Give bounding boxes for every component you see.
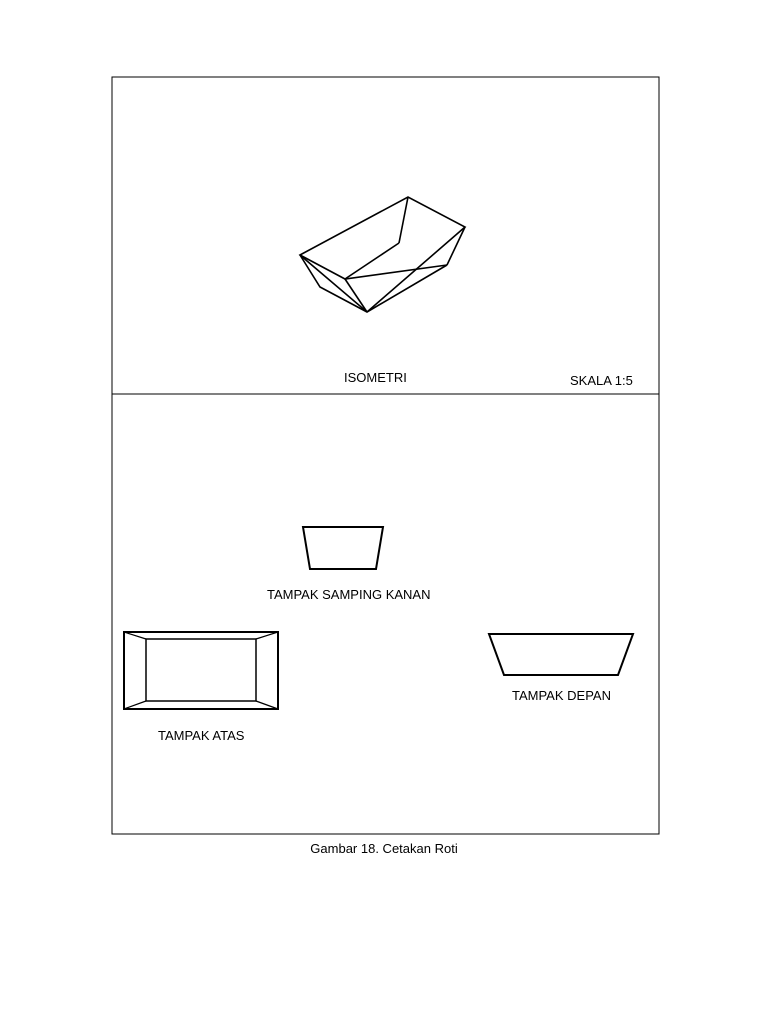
front-view (489, 634, 633, 675)
right-side-view (303, 527, 383, 569)
isometric-label: ISOMETRI (344, 370, 407, 385)
scale-label: SKALA 1:5 (570, 373, 633, 388)
front-view-label: TAMPAK DEPAN (512, 688, 611, 703)
right-side-view-label: TAMPAK SAMPING KANAN (267, 587, 431, 602)
top-view-label: TAMPAK ATAS (158, 728, 245, 743)
figure-caption: Gambar 18. Cetakan Roti (310, 841, 458, 856)
isometric-view (300, 197, 465, 312)
top-view (124, 632, 278, 709)
drawing-frame (112, 77, 659, 834)
